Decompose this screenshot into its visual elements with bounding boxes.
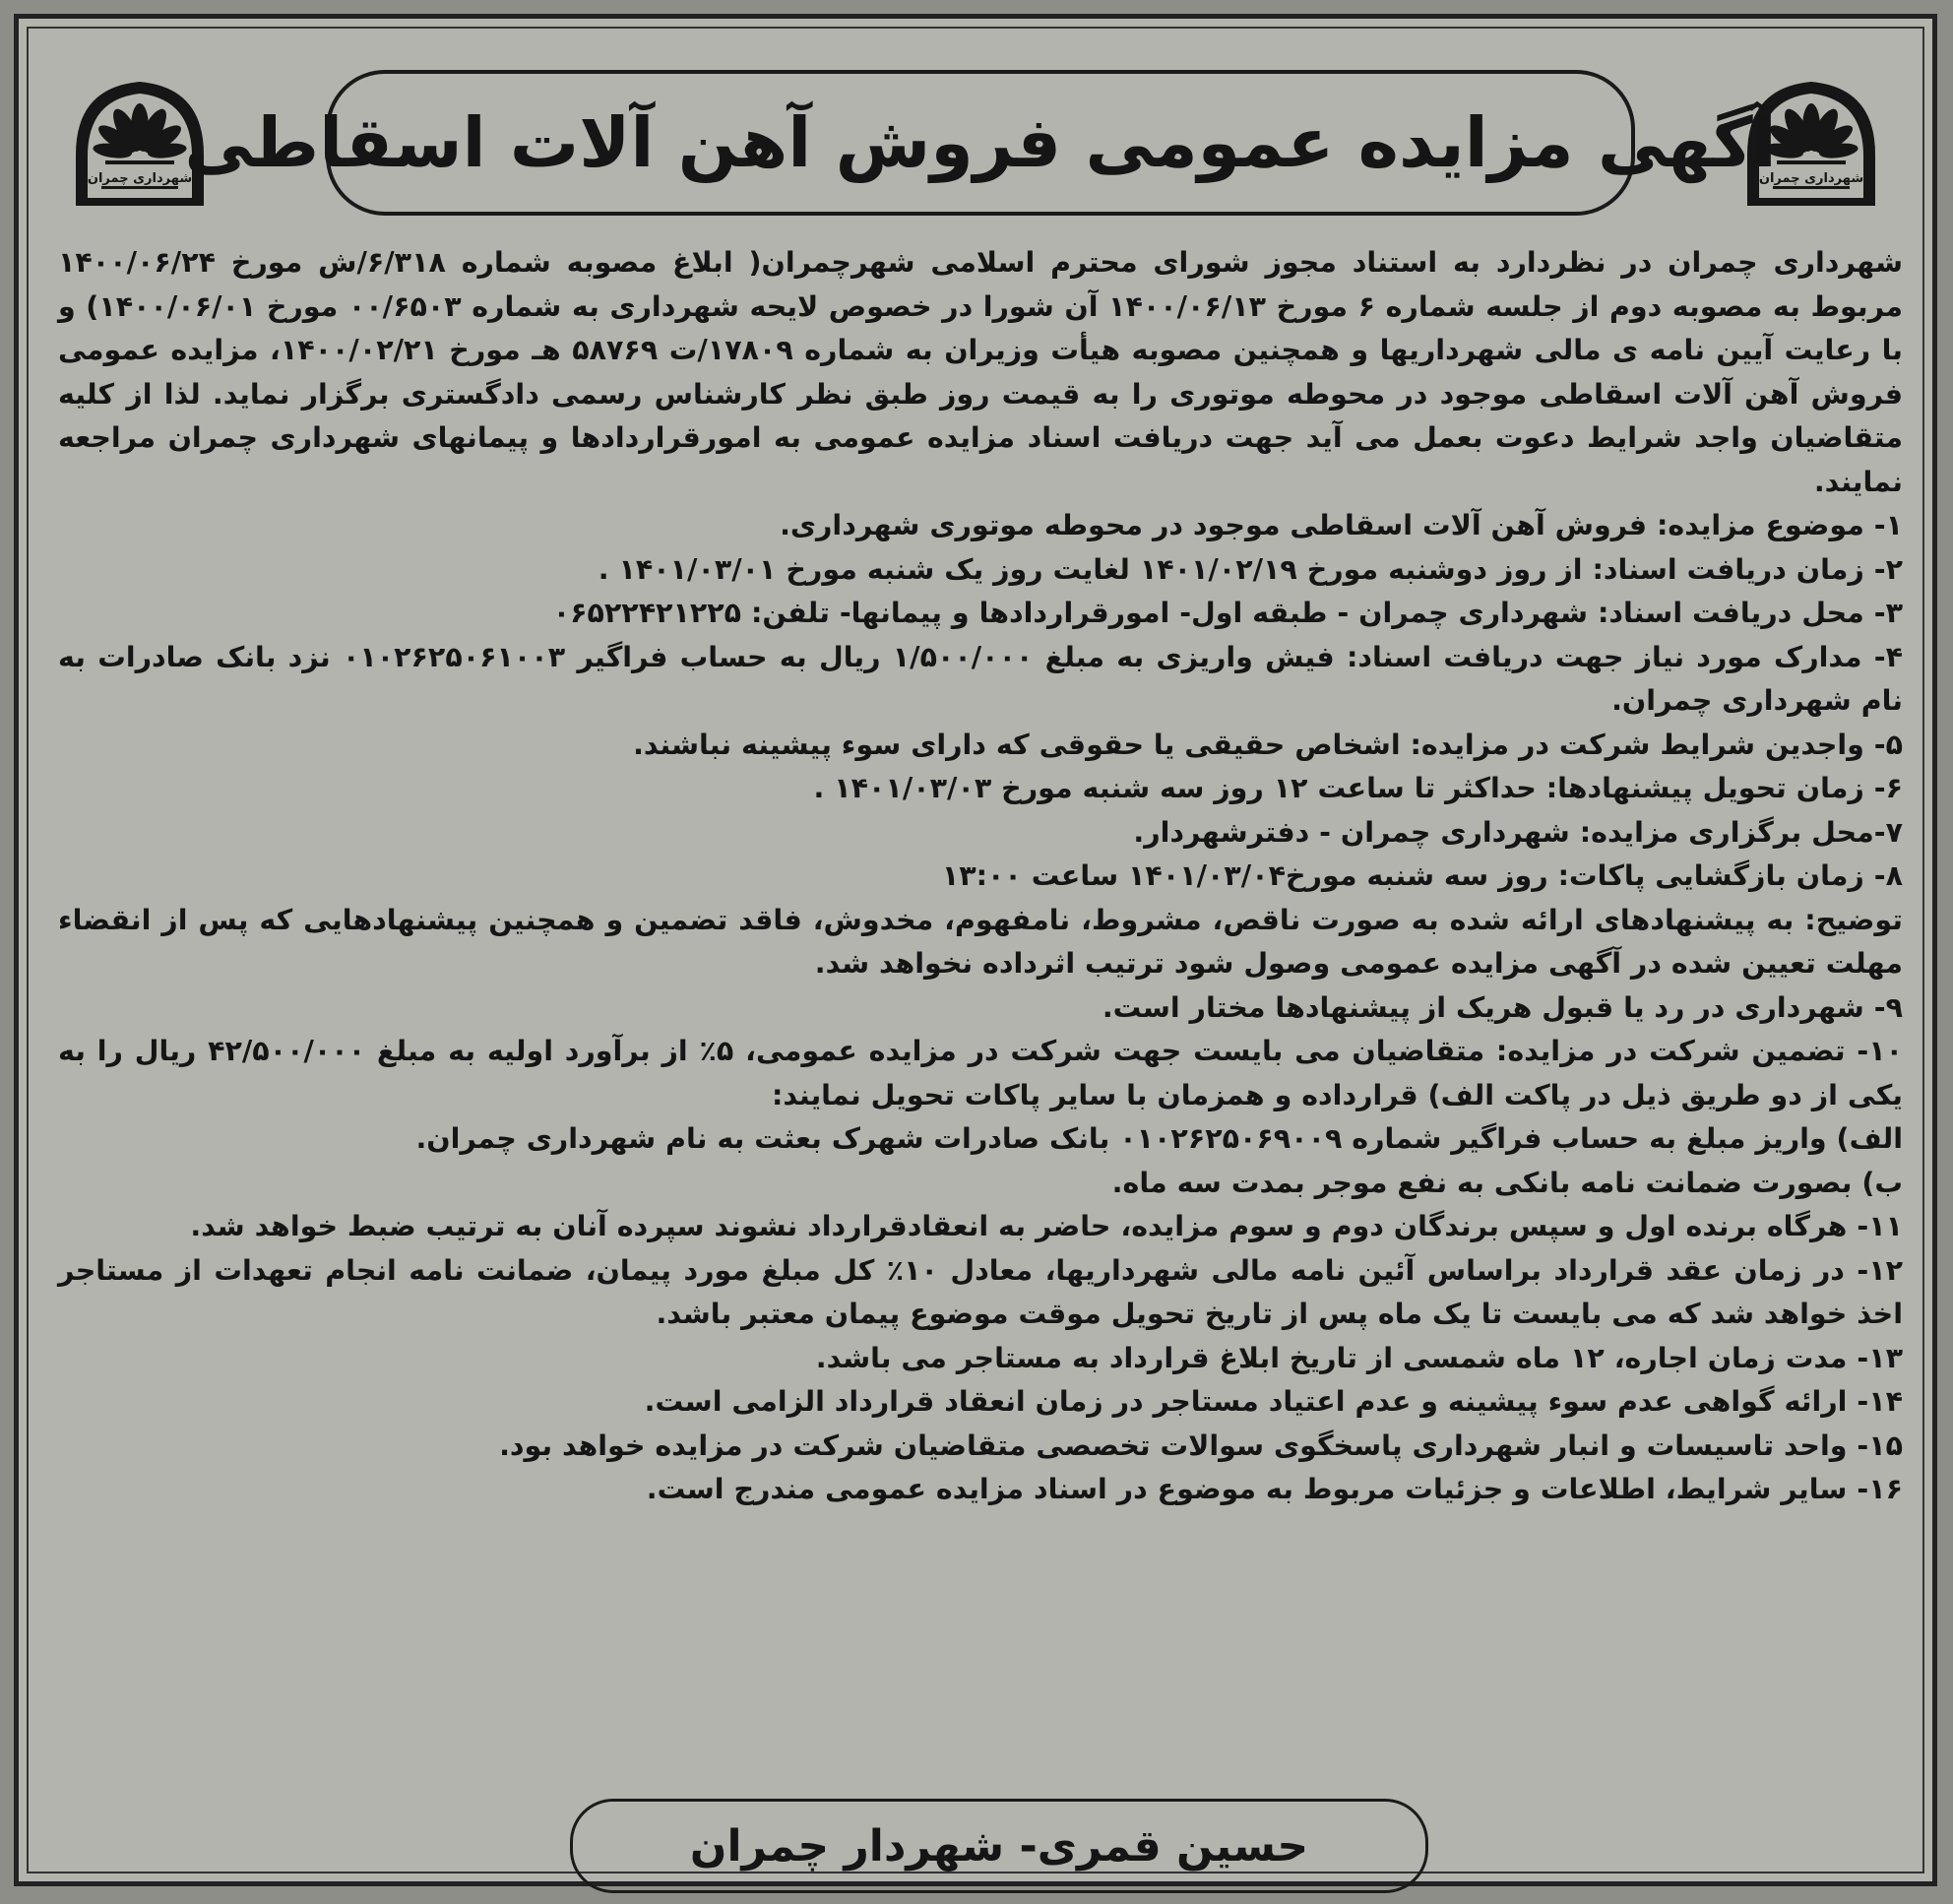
item-6-submission-time: ۶- زمان تحویل پیشنهادها: حداکثر تا ساعت ۱۲ روز سه شنبه مورخ ۱۴۰۱/۰۳/۰۳ . — [813, 772, 1903, 804]
title-frame — [184, 70, 1777, 216]
item-1-subject: ۱- موضوع مزایده: فروش آهن آلات اسقاطی موجود در محوطه موتوری شهرداری. — [780, 509, 1903, 541]
signature-frame — [570, 1799, 1428, 1893]
notice-page — [14, 14, 1937, 1886]
item-16-other-conditions: ۱۶- سایر شرایط، اطلاعات و جزئیات مربوط به موضوع در اسناد مزایده عمومی مندرج است. — [646, 1473, 1903, 1505]
item-10-option-a: الف) واریز مبلغ به حساب فراگیر شماره ۰۱۰۲۶۲۵۰۶۹۰۰۹ بانک صادرات شهرک بعثت به نام شهرداری چمران. — [415, 1122, 1903, 1155]
item-9-discretion: ۹- شهرداری در رد یا قبول هریک از پیشنهادها مختار است. — [1102, 990, 1903, 1024]
item-5-eligibility: ۵- واجدین شرایط شرکت در مزایده: اشخاص حقیقی یا حقوقی که دارای سوء پیشینه نباشند. — [633, 728, 1903, 761]
item-13-lease-duration: ۱۳- مدت زمان اجاره، ۱۲ ماه شمسی از تاریخ ابلاغ قرارداد به مستاجر می باشد. — [815, 1341, 1903, 1374]
item-8-opening-time: ۸- زمان بازگشایی پاکات: روز سه شنبه مورخ۱۴۰۱/۰۳/۰۴ ساعت ۱۳:۰۰ — [941, 859, 1903, 892]
intro-paragraph: شهرداری چمران در نظردارد به استناد مجوز شورای محترم اسلامی شهرچمران( ابلاغ مصوبه شماره ۶/۳۱۸/ش مورخ ۱۴۰۰/۰۶/۲۴ مربوط به مصوبه دوم از جلسه شماره ۶ مورخ ۱۴۰۰/۰۶/۱۳ آن شورا در خصوص لایحه شهرداری به شماره ۰۰/۶۵۰۳ مورخ ۱۴۰۰/۰۶/۰۱) و با رعایت آیین نامه ی مالی شهرداریها و همچنین مصوبه هیأت وزیران به شماره ۱۷۸۰۹/ت ۵۸۷۶۹ هـ مورخ ۱۴۰۰/۰۲/۲۱، مزایده عمومی فروش آهن آلات اسقاطی موجود در محوطه موتوری را به قیمت روز طبق نظر کارشناس رسمی دادگستری برگزار نماید. لذا از کلیه متقاضیان واجد شرایط دعوت بعمل می آید جهت دریافت اسناد مزایده عمومی به امورقراردادها و پیمانهای شهرداری چمران مراجعه نمایند. — [58, 246, 1903, 498]
item-3-documents-place: ۳- محل دریافت اسناد: شهرداری چمران - طبقه اول- امورقراردادها و پیمانها- تلفن: ۰۶۵۲۲۴۲۱۲۲۵ — [552, 597, 1903, 629]
item-10-option-b: ب) بصورت ضمانت نامه بانکی به نفع موجر بمدت سه ماه. — [1111, 1166, 1903, 1199]
note-paragraph: توضیح: به پیشنهادهای ارائه شده به صورت ناقص، مشروط، نامفهوم، مخدوش، فاقد تضمین و همچنین پیشنهادهایی که پس از انقضاء مهلت تعیین شده در آگهی مزایده عمومی وصول شود ترتیب اثرداده نخواهد شد. — [58, 903, 1903, 980]
item-11-forfeit: ۱۱- هرگاه برنده اول و سپس برندگان دوم و سوم مزایده، حاضر به انعقادقرارداد نشوند سپرده آنان به ترتیب ضبط خواهد شد. — [190, 1210, 1903, 1242]
item-10-guarantee: ۱۰- تضمین شرکت در مزایده: متقاضیان می بایست جهت شرکت در مزایده عمومی، ۵٪ از برآورد اولیه به مبلغ ۴۲/۵۰۰/۰۰۰ ریال را به یکی از دو طریق ذیل در پاکت الف) قرارداده و همزمان با سایر پاکات تحویل نمایند: — [58, 1035, 1903, 1111]
svg-text:شهرداری چمران: شهرداری چمران — [87, 171, 193, 186]
mayor-signature: حسین قمری- شهردار چمران — [689, 1820, 1309, 1872]
item-15-support-unit: ۱۵- واحد تاسیسات و انبار شهرداری پاسخگوی سوالات تخصصی متقاضیان شرکت در مزایده خواهد بود. — [499, 1428, 1903, 1462]
item-4-required-documents: ۴- مدارک مورد نیاز جهت دریافت اسناد: فیش واریزی به مبلغ ۱/۵۰۰/۰۰۰ ریال به حساب فراگیر ۰۱۰۲۶۲۵۰۶۱۰۰۳ نزد بانک صادرات به نام شهرداری چمران. — [58, 640, 1903, 717]
notice-title: آگهی مزایده عمومی فروش آهن آلات اسقاطی — [184, 102, 1777, 183]
item-2-documents-time: ۲- زمان دریافت اسناد: از روز دوشنبه مورخ ۱۴۰۱/۰۲/۱۹ لغایت روز یک شنبه مورخ ۱۴۰۱/۰۳/۰۱ . — [598, 552, 1903, 586]
item-7-auction-place: ۷-محل برگزاری مزایده: شهرداری چمران - دفترشهردار. — [1133, 815, 1903, 849]
item-14-certificate: ۱۴- ارائه گواهی عدم سوء پیشینه و عدم اعتیاد مستاجر در زمان انعقاد قرارداد الزامی است. — [644, 1385, 1903, 1418]
item-12-contract-guarantee: ۱۲- در زمان عقد قرارداد براساس آئین نامه مالی شهرداریها، معادل ۱۰٪ کل مبلغ مورد پیمان، ضمانت نامه انجام تعهدات از مستاجر اخذ خواهد شد که می بایست تا یک ماه پس از تاریخ تحویل موقت موضوع پیمان معتبر باشد. — [58, 1253, 1903, 1330]
svg-text:شهرداری چمران: شهرداری چمران — [1758, 171, 1864, 186]
notice-body — [58, 241, 1903, 1512]
